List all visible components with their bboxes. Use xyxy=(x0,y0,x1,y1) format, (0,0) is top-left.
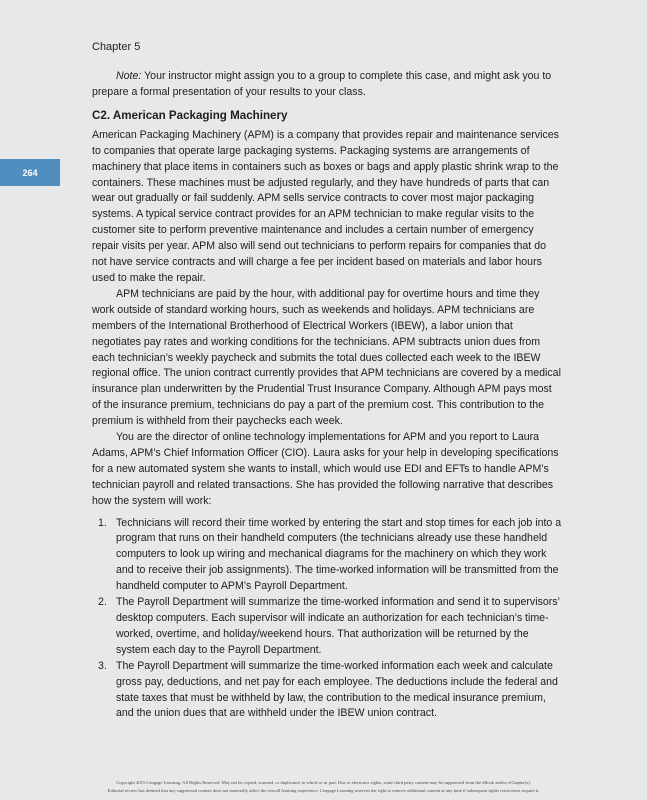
list-item-number: 1. xyxy=(98,516,107,529)
copyright-line-2: Editorial review has deemed that any suppressed content does not materially affect the overall learning experience. Cengage Learning reserves the right to remove additional content at any time if subsequent rights restrictions require it. xyxy=(107,788,540,793)
list-item-text: The Payroll Department will summarize the time-worked information and send it to supervisors’ desktop computers. Each supervisor will indicate an authorization for each technician’s time-worked, overtime, and holiday/weekend hours. That authorization will be returned by the system each day to the Payroll Department. xyxy=(116,596,560,656)
list-item-text: Technicians will record their time worked by entering the start and stop times for each job into a program that runs on their handheld computers (the technicians already use these handheld computers to look up wiring and mechanical diagrams for the machinery on which they work and to receive their job assignments). The time-worked information will be transmitted from the handheld computer to APM’s Payroll Department. xyxy=(116,516,562,593)
list-item-number: 2. xyxy=(98,596,107,609)
page-body xyxy=(92,69,562,722)
list-item xyxy=(92,595,562,659)
note-text: Your instructor might assign you to a group to complete this case, and might ask you to prepare a formal presentation of your results to your class. xyxy=(92,70,552,98)
system-steps-list xyxy=(92,516,562,723)
chapter-label: Chapter 5 xyxy=(92,41,141,53)
body-paragraph-director: You are the director of online technology implementations for APM and you report to Laura Adams, APM’s Chief Information Officer (CIO). Laura asks for your help in developing specifications for a new automated system she wants to install, which would use EDI and EFTs to handle APM’s technician payroll and related transactions. She has provided the following narrative that describes how the system will work: xyxy=(92,431,559,507)
list-item-number: 3. xyxy=(98,659,107,672)
copyright-line-1: Copyright 2015 Cengage Learning. All Rights Reserved. May not be copied, scanned, or duplicated, in whole or in part. Due to electronic rights, some third party content may be suppressed from the eBook and/or eChapter(s). xyxy=(116,780,531,785)
section-heading: C2. American Packaging Machinery xyxy=(92,108,288,122)
note-label: Note: xyxy=(116,70,142,82)
body-paragraph-technicians: APM technicians are paid by the hour, with additional pay for overtime hours and time they work outside of standard working hours, such as weekends and holidays. APM technicians are members of the International Brotherhood of Electrical Workers (IBEW), a labor union that negotiates pay rates and working conditions for the technicians. APM subtracts union dues from each technician’s weekly paycheck and submits the total dues collected each week to the IBEW regional office. The union contract currently provides that APM technicians are covered by a medical insurance plan underwritten by the Prudential Trust Insurance Company. Although APM pays most of the insurance premium, technicians do pay a part of the premium cost. This contribution to the premium is withheld from their paychecks each week. xyxy=(92,287,561,428)
list-item-text: The Payroll Department will summarize the time-worked information each week and calculate gross pay, deductions, and net pay for each employee. The deductions include the federal and state taxes that must be withheld by law, the contribution to the medical insurance premium, and the union dues that are withheld under the IBEW union contract. xyxy=(116,659,558,720)
copyright-footer xyxy=(8,779,639,795)
note-paragraph xyxy=(92,69,562,101)
page-number: 264 xyxy=(22,167,38,178)
list-item xyxy=(92,516,562,596)
body-paragraph-intro: American Packaging Machinery (APM) is a company that provides repair and maintenance services to companies that operate large packaging systems. Packaging systems are arrangements of machinery that place items in containers such as boxes or bags and apply plastic shrink wrap to the containers. These machines must be adjusted regularly, and they have hundreds of parts that can wear out gradually or fail suddenly. APM sells service contracts to cover most major packaging systems. A typical service contract provides for an APM technician to make regular visits to the customer site to perform preventive maintenance and includes a certain number of emergency repair visits per year. APM also will send out technicians to perform repairs for companies that do not have service contracts and will charge a fee per incident based on materials and labor hours used to make the repair. xyxy=(92,128,559,284)
page-number-tab xyxy=(0,159,60,186)
list-item xyxy=(92,659,562,723)
